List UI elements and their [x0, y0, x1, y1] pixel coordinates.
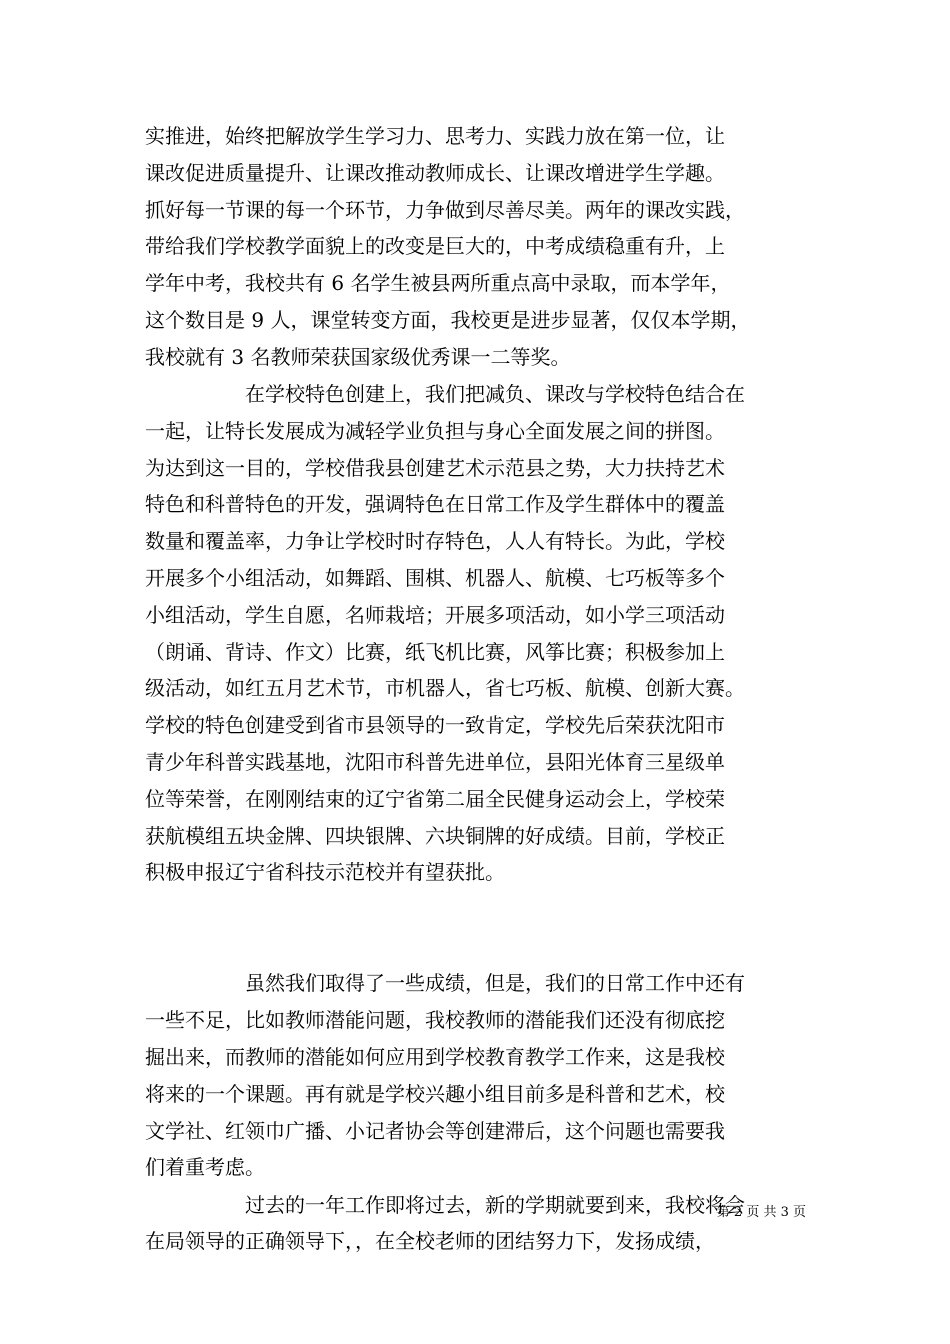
paragraph-2 [145, 376, 815, 965]
text-line: 小组活动，学生自愿，名师栽培；开展多项活动，如小学三项活动 [145, 602, 725, 627]
page-number-footer: 第 2 页 共 3 页 [716, 1205, 806, 1220]
text-line: 学年中考，我校共有 6 名学生被县两所重点高中录取，而本学年， [145, 271, 731, 296]
text-line [145, 891, 815, 928]
text-line: 一些不足，比如教师潜能问题，我校教师的潜能我们还没有彻底挖 [145, 1008, 725, 1033]
text-line: 青少年科普实践基地，沈阳市科普先进单位，县阳光体育三星级单 [145, 750, 725, 775]
paragraph-1 [145, 118, 815, 376]
text-line: 数量和覆盖率，力争让学校时时存特色，人人有特长。为此，学校 [145, 529, 725, 554]
text-line: 们着重考虑。 [145, 1155, 265, 1180]
paragraph-3 [145, 965, 815, 1186]
text-line: 实推进，始终把解放学生学习力、思考力、实践力放在第一位，让 [145, 124, 725, 148]
text-line: 获航模组五块金牌、四块银牌、六块铜牌的好成绩。目前，学校正 [145, 823, 725, 848]
text-line: 带给我们学校教学面貌上的改变是巨大的，中考成绩稳重有升，上 [145, 234, 725, 259]
text-line: 抓好每一节课的每一个环节，力争做到尽善尽美。两年的课改实践， [145, 197, 745, 222]
text-line: 级活动，如红五月艺术节，市机器人，省七巧板、航模、创新大赛。 [145, 676, 745, 701]
text-line: 特色和科普特色的开发，强调特色在日常工作及学生群体中的覆盖 [145, 492, 725, 517]
text-line [145, 928, 815, 965]
text-line: 虽然我们取得了一些成绩，但是，我们的日常工作中还有 [245, 971, 745, 996]
text-line: 积极申报辽宁省科技示范校并有望获批。 [145, 860, 505, 885]
text-line: （朗诵、背诗、作文）比赛，纸飞机比赛，风筝比赛；积极参加上 [145, 639, 725, 664]
text-line: 在局领导的正确领导下，，在全校老师的团结努力下，发扬成绩， [145, 1229, 715, 1254]
text-line: 位等荣誉，在刚刚结束的辽宁省第二届全民健身运动会上，学校荣 [145, 786, 725, 811]
text-line: 我校就有 3 名教师荣获国家级优秀课一二等奖。 [145, 344, 571, 369]
text-line: 在学校特色创建上，我们把减负、课改与学校特色结合在 [245, 382, 745, 407]
text-line: 一起，让特长发展成为减轻学业负担与身心全面发展之间的拼图。 [145, 418, 725, 443]
text-line: 为达到这一目的，学校借我县创建艺术示范县之势，大力扶持艺术 [145, 455, 725, 480]
text-line: 文学社、红领巾广播、小记者协会等创建滞后，这个问题也需要我 [145, 1118, 725, 1143]
text-line: 过去的一年工作即将过去，新的学期就要到来，我校将会 [245, 1192, 745, 1217]
text-line: 课改促进质量提升、让课改推动教师成长、让课改增进学生学趣。 [145, 160, 725, 185]
text-line: 开展多个小组活动，如舞蹈、围棋、机器人、航模、七巧板等多个 [145, 566, 725, 591]
text-line: 这个数目是 9 人，课堂转变方面，我校更是进步显著，仅仅本学期， [145, 307, 751, 332]
text-line: 学校的特色创建受到省市县领导的一致肯定，学校先后荣获沈阳市 [145, 713, 725, 738]
text-line: 将来的一个课题。再有就是学校兴趣小组目前多是科普和艺术，校 [145, 1081, 725, 1106]
text-line: 掘出来，而教师的潜能如何应用到学校教育教学工作来，这是我校 [145, 1044, 725, 1069]
document-body [145, 118, 815, 1260]
paragraph-4 [145, 1187, 815, 1261]
